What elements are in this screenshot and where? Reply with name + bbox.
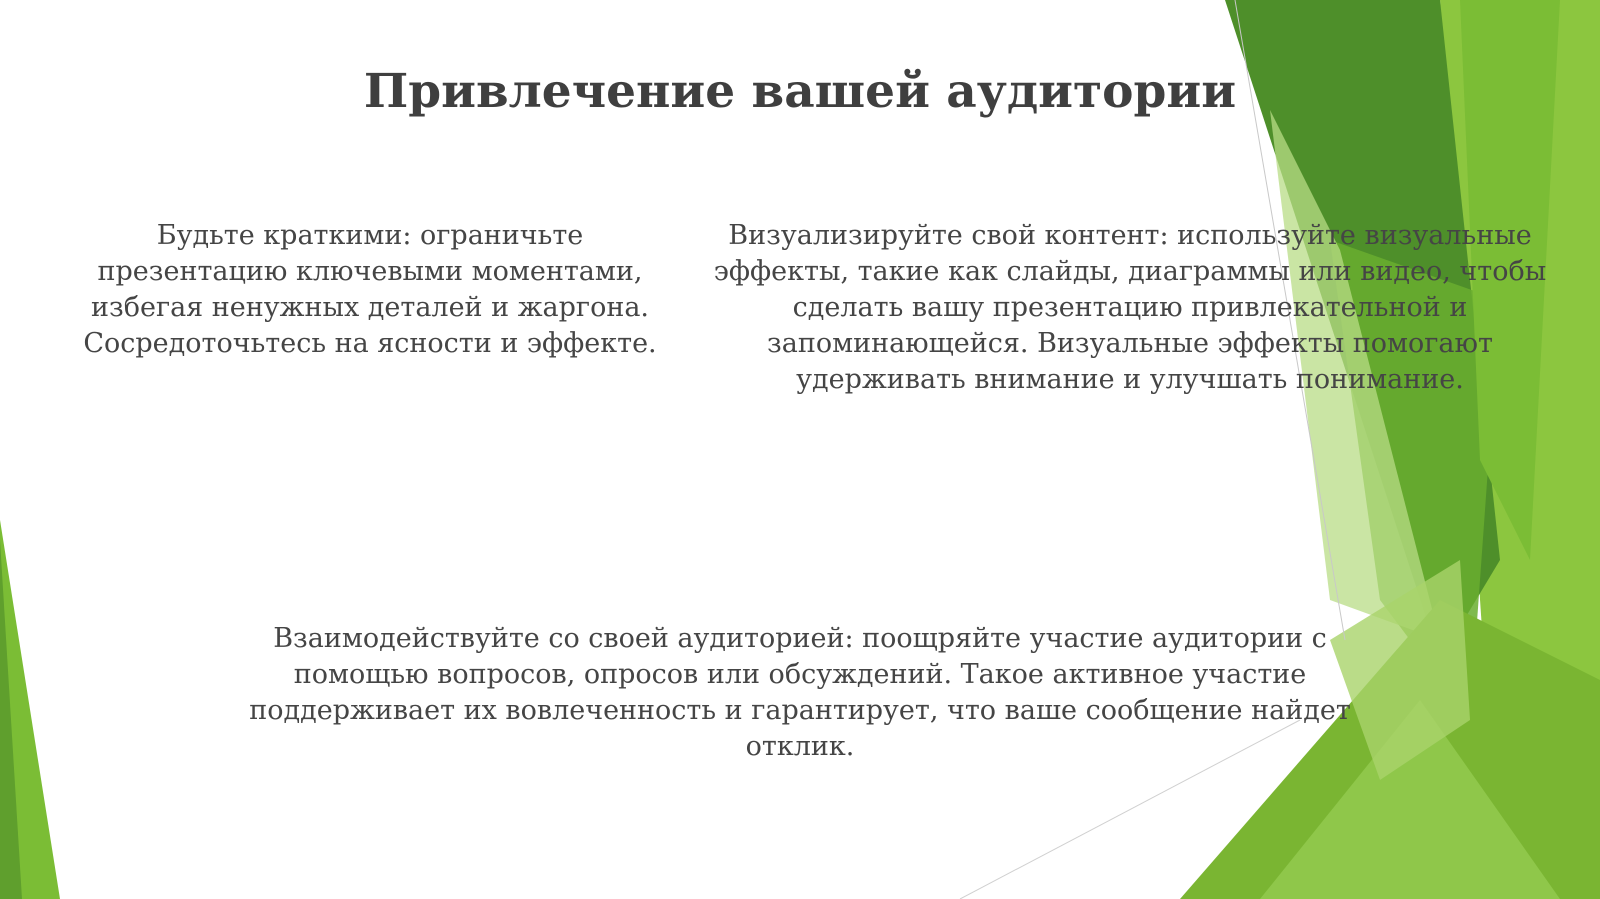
text-block-be-brief: Будьте краткими: ограничьте презентацию ключевыми моментами, избегая ненужных деталей и жаргона. Сосредоточьтесь на ясности и эффекте. xyxy=(83,220,657,359)
text-block-visualize: Визуализируйте свой контент: используйте визуальные эффекты, такие как слайды, диаграммы или видео, чтобы сделать вашу презентацию привлекательной и запоминающейся. Визуальные эффекты помогают удерживать внимание и улучшать понимание. xyxy=(713,220,1547,395)
text-block-engage: Взаимодействуйте со своей аудиторией: поощряйте участие аудитории с помощью вопросов, опросов или обсуждений. Такое активное участие поддерживает их вовлеченность и гарантирует, что ваше сообщение найдет отклик. xyxy=(249,623,1351,762)
slide-title: Привлечение вашей аудитории xyxy=(363,64,1237,119)
